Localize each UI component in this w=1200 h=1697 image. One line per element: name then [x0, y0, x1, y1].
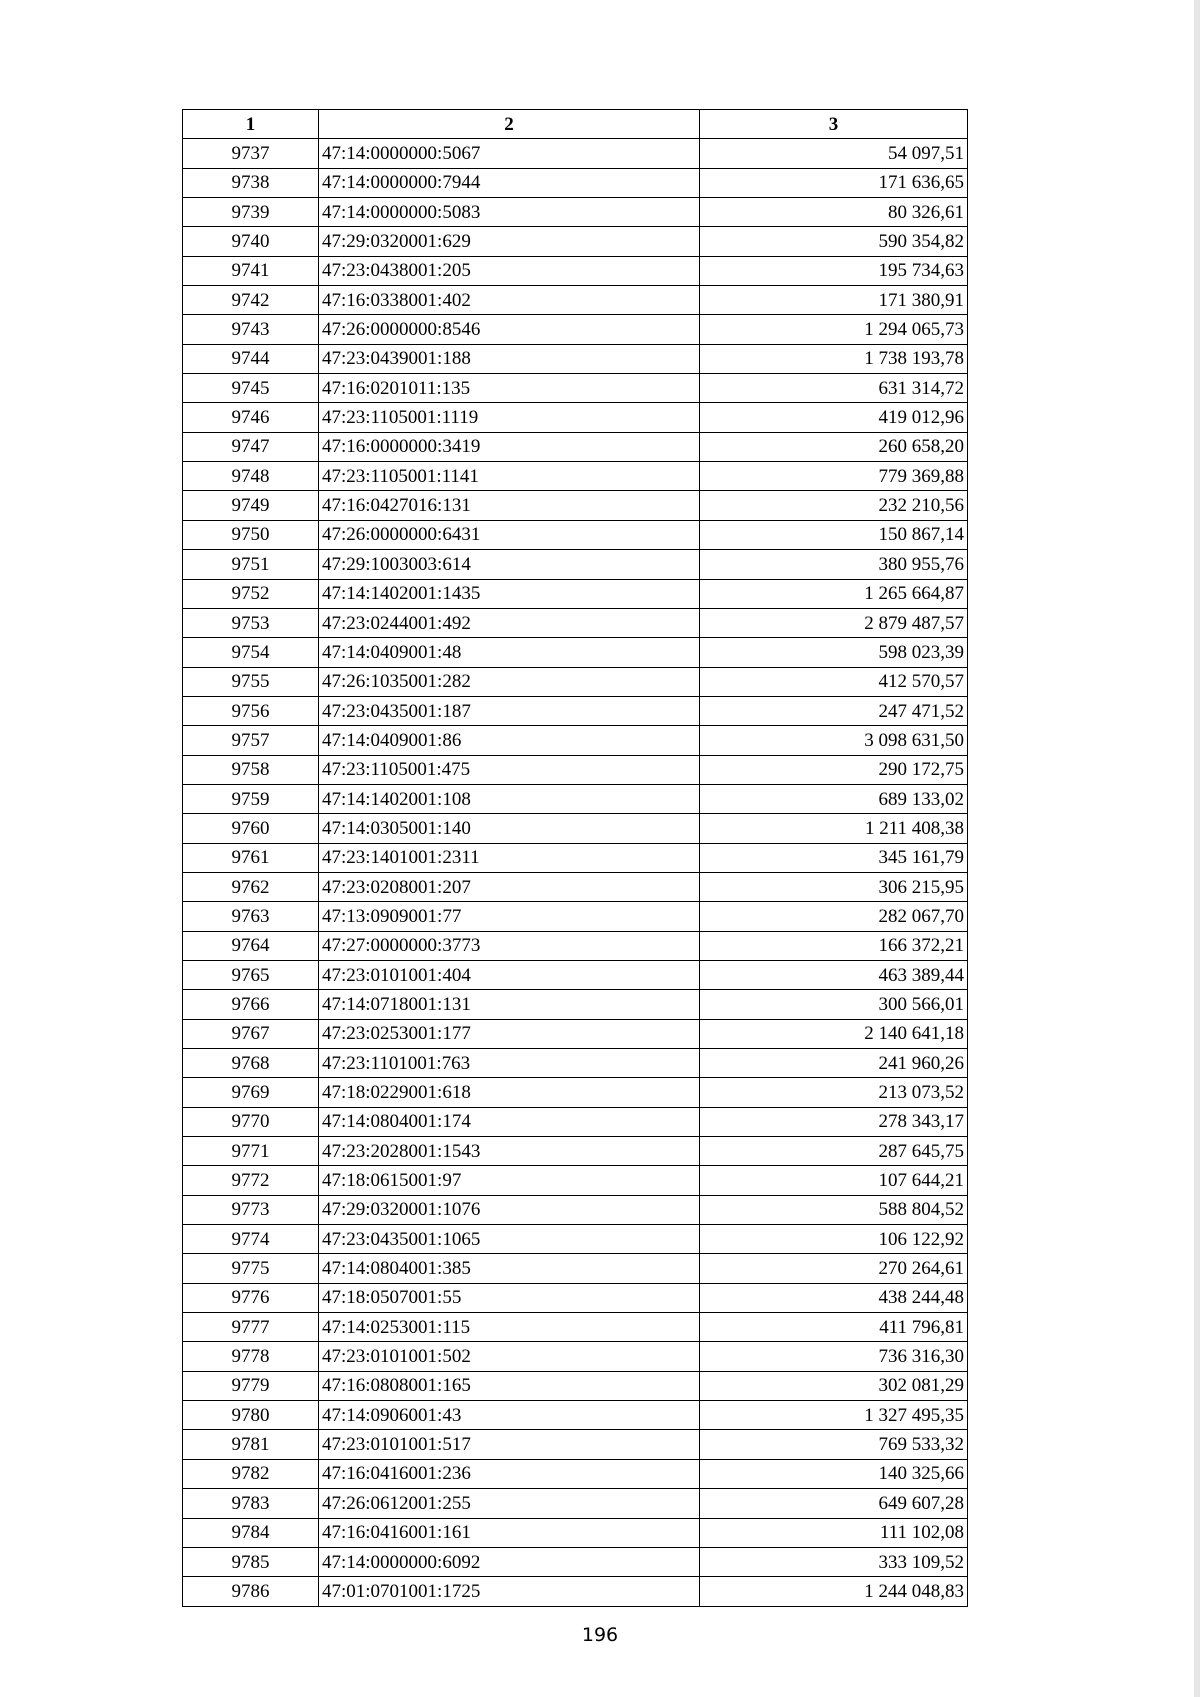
column-header-number: 1: [183, 110, 319, 139]
row-number-cell: 9767: [183, 1019, 319, 1048]
row-number-cell: 9769: [183, 1078, 319, 1107]
value-cell: 300 566,01: [700, 990, 968, 1019]
cadastral-number-cell: 47:14:0000000:7944: [319, 168, 700, 197]
row-number-cell: 9742: [183, 286, 319, 315]
cadastral-number-cell: 47:29:0320001:629: [319, 227, 700, 256]
table-row: [183, 960, 968, 989]
table-row: [183, 1254, 968, 1283]
table-row: [183, 374, 968, 403]
cadastral-number-cell: 47:23:0101001:517: [319, 1430, 700, 1459]
row-number-cell: 9752: [183, 579, 319, 608]
row-number-cell: 9744: [183, 344, 319, 373]
row-number-cell: 9755: [183, 667, 319, 696]
page-edge: [1194, 0, 1200, 1697]
cadastral-number-cell: 47:23:1105001:1119: [319, 403, 700, 432]
value-cell: 150 867,14: [700, 520, 968, 549]
row-number-cell: 9768: [183, 1049, 319, 1078]
row-number-cell: 9747: [183, 432, 319, 461]
value-cell: 247 471,52: [700, 696, 968, 725]
value-cell: 631 314,72: [700, 374, 968, 403]
row-number-cell: 9746: [183, 403, 319, 432]
registry-table: [182, 109, 968, 1607]
table-row: [183, 344, 968, 373]
value-cell: 333 109,52: [700, 1547, 968, 1576]
table-row: [183, 256, 968, 285]
value-cell: 1 294 065,73: [700, 315, 968, 344]
cadastral-number-cell: 47:27:0000000:3773: [319, 931, 700, 960]
value-cell: 1 244 048,83: [700, 1577, 968, 1606]
table-row: [183, 843, 968, 872]
table-row: [183, 1283, 968, 1312]
table-row: [183, 550, 968, 579]
row-number-cell: 9780: [183, 1401, 319, 1430]
cadastral-number-cell: 47:16:0201011:135: [319, 374, 700, 403]
cadastral-number-cell: 47:14:0253001:115: [319, 1313, 700, 1342]
cadastral-number-cell: 47:23:1401001:2311: [319, 843, 700, 872]
table-row: [183, 608, 968, 637]
value-cell: 54 097,51: [700, 139, 968, 168]
row-number-cell: 9739: [183, 198, 319, 227]
value-cell: 166 372,21: [700, 931, 968, 960]
table-row: [183, 814, 968, 843]
value-cell: 3 098 631,50: [700, 726, 968, 755]
value-cell: 302 081,29: [700, 1371, 968, 1400]
value-cell: 106 122,92: [700, 1225, 968, 1254]
row-number-cell: 9783: [183, 1489, 319, 1518]
cadastral-number-cell: 47:23:0253001:177: [319, 1019, 700, 1048]
row-number-cell: 9771: [183, 1137, 319, 1166]
table-row: [183, 931, 968, 960]
table-row: [183, 1195, 968, 1224]
table-row: [183, 1577, 968, 1606]
value-cell: 282 067,70: [700, 902, 968, 931]
cadastral-number-cell: 47:16:0000000:3419: [319, 432, 700, 461]
cadastral-number-cell: 47:14:0718001:131: [319, 990, 700, 1019]
value-cell: 689 133,02: [700, 784, 968, 813]
cadastral-number-cell: 47:23:1101001:763: [319, 1049, 700, 1078]
table-row: [183, 667, 968, 696]
row-number-cell: 9748: [183, 462, 319, 491]
row-number-cell: 9779: [183, 1371, 319, 1400]
table-row: [183, 1430, 968, 1459]
value-cell: 345 161,79: [700, 843, 968, 872]
table-body: [183, 139, 968, 1606]
value-cell: 270 264,61: [700, 1254, 968, 1283]
row-number-cell: 9766: [183, 990, 319, 1019]
value-cell: 779 369,88: [700, 462, 968, 491]
value-cell: 306 215,95: [700, 872, 968, 901]
cadastral-number-cell: 47:16:0338001:402: [319, 286, 700, 315]
table-row: [183, 1225, 968, 1254]
value-cell: 278 343,17: [700, 1107, 968, 1136]
cadastral-number-cell: 47:23:0208001:207: [319, 872, 700, 901]
value-cell: 1 738 193,78: [700, 344, 968, 373]
row-number-cell: 9759: [183, 784, 319, 813]
cadastral-number-cell: 47:29:1003003:614: [319, 550, 700, 579]
table-row: [183, 1019, 968, 1048]
cadastral-number-cell: 47:23:0439001:188: [319, 344, 700, 373]
row-number-cell: 9749: [183, 491, 319, 520]
value-cell: 260 658,20: [700, 432, 968, 461]
cadastral-number-cell: 47:14:0804001:174: [319, 1107, 700, 1136]
value-cell: 80 326,61: [700, 198, 968, 227]
page-number: 196: [581, 1624, 619, 1646]
cadastral-number-cell: 47:14:0000000:5083: [319, 198, 700, 227]
row-number-cell: 9762: [183, 872, 319, 901]
row-number-cell: 9784: [183, 1518, 319, 1547]
value-cell: 111 102,08: [700, 1518, 968, 1547]
cadastral-number-cell: 47:14:0906001:43: [319, 1401, 700, 1430]
table-row: [183, 696, 968, 725]
row-number-cell: 9758: [183, 755, 319, 784]
cadastral-number-cell: 47:23:1105001:475: [319, 755, 700, 784]
cadastral-number-cell: 47:14:0804001:385: [319, 1254, 700, 1283]
value-cell: 380 955,76: [700, 550, 968, 579]
row-number-cell: 9763: [183, 902, 319, 931]
table-row: [183, 227, 968, 256]
header-row: [183, 110, 968, 139]
cadastral-number-cell: 47:14:1402001:1435: [319, 579, 700, 608]
cadastral-number-cell: 47:18:0229001:618: [319, 1078, 700, 1107]
table-row: [183, 168, 968, 197]
table-row: [183, 755, 968, 784]
table-row: [183, 198, 968, 227]
row-number-cell: 9764: [183, 931, 319, 960]
value-cell: 171 380,91: [700, 286, 968, 315]
cadastral-number-cell: 47:23:2028001:1543: [319, 1137, 700, 1166]
table-row: [183, 432, 968, 461]
table-row: [183, 638, 968, 667]
row-number-cell: 9756: [183, 696, 319, 725]
table-row: [183, 1049, 968, 1078]
cadastral-number-cell: 47:14:0305001:140: [319, 814, 700, 843]
value-cell: 598 023,39: [700, 638, 968, 667]
table-row: [183, 1313, 968, 1342]
value-cell: 241 960,26: [700, 1049, 968, 1078]
row-number-cell: 9737: [183, 139, 319, 168]
value-cell: 769 533,32: [700, 1430, 968, 1459]
cadastral-number-cell: 47:23:0435001:1065: [319, 1225, 700, 1254]
value-cell: 588 804,52: [700, 1195, 968, 1224]
row-number-cell: 9777: [183, 1313, 319, 1342]
table-row: [183, 1547, 968, 1576]
row-number-cell: 9745: [183, 374, 319, 403]
table-row: [183, 1342, 968, 1371]
table-row: [183, 491, 968, 520]
row-number-cell: 9738: [183, 168, 319, 197]
row-number-cell: 9740: [183, 227, 319, 256]
table-row: [183, 872, 968, 901]
cadastral-number-cell: 47:14:0000000:5067: [319, 139, 700, 168]
row-number-cell: 9785: [183, 1547, 319, 1576]
cadastral-number-cell: 47:16:0427016:131: [319, 491, 700, 520]
row-number-cell: 9772: [183, 1166, 319, 1195]
value-cell: 2 879 487,57: [700, 608, 968, 637]
row-number-cell: 9753: [183, 608, 319, 637]
table-row: [183, 1078, 968, 1107]
cadastral-number-cell: 47:29:0320001:1076: [319, 1195, 700, 1224]
cadastral-number-cell: 47:18:0507001:55: [319, 1283, 700, 1312]
table-row: [183, 286, 968, 315]
table-row: [183, 139, 968, 168]
table-row: [183, 1459, 968, 1488]
row-number-cell: 9754: [183, 638, 319, 667]
cadastral-number-cell: 47:01:0701001:1725: [319, 1577, 700, 1606]
table-row: [183, 579, 968, 608]
cadastral-number-cell: 47:26:0000000:8546: [319, 315, 700, 344]
cadastral-number-cell: 47:23:0101001:404: [319, 960, 700, 989]
row-number-cell: 9776: [183, 1283, 319, 1312]
row-number-cell: 9750: [183, 520, 319, 549]
table-row: [183, 462, 968, 491]
cadastral-number-cell: 47:14:0409001:86: [319, 726, 700, 755]
row-number-cell: 9751: [183, 550, 319, 579]
row-number-cell: 9757: [183, 726, 319, 755]
cadastral-number-cell: 47:23:0438001:205: [319, 256, 700, 285]
value-cell: 590 354,82: [700, 227, 968, 256]
value-cell: 2 140 641,18: [700, 1019, 968, 1048]
table-row: [183, 1371, 968, 1400]
row-number-cell: 9761: [183, 843, 319, 872]
value-cell: 1 211 408,38: [700, 814, 968, 843]
value-cell: 287 645,75: [700, 1137, 968, 1166]
cadastral-number-cell: 47:13:0909001:77: [319, 902, 700, 931]
cadastral-number-cell: 47:23:0101001:502: [319, 1342, 700, 1371]
value-cell: 195 734,63: [700, 256, 968, 285]
value-cell: 419 012,96: [700, 403, 968, 432]
row-number-cell: 9775: [183, 1254, 319, 1283]
value-cell: 232 210,56: [700, 491, 968, 520]
value-cell: 736 316,30: [700, 1342, 968, 1371]
value-cell: 290 172,75: [700, 755, 968, 784]
cadastral-number-cell: 47:23:1105001:1141: [319, 462, 700, 491]
value-cell: 438 244,48: [700, 1283, 968, 1312]
value-cell: 107 644,21: [700, 1166, 968, 1195]
value-cell: 463 389,44: [700, 960, 968, 989]
table-row: [183, 1107, 968, 1136]
table-row: [183, 1166, 968, 1195]
cadastral-number-cell: 47:23:0244001:492: [319, 608, 700, 637]
cadastral-number-cell: 47:18:0615001:97: [319, 1166, 700, 1195]
value-cell: 171 636,65: [700, 168, 968, 197]
table-row: [183, 1137, 968, 1166]
row-number-cell: 9760: [183, 814, 319, 843]
table-row: [183, 726, 968, 755]
value-cell: 411 796,81: [700, 1313, 968, 1342]
row-number-cell: 9778: [183, 1342, 319, 1371]
value-cell: 213 073,52: [700, 1078, 968, 1107]
value-cell: 1 327 495,35: [700, 1401, 968, 1430]
cadastral-number-cell: 47:14:0000000:6092: [319, 1547, 700, 1576]
cadastral-number-cell: 47:14:1402001:108: [319, 784, 700, 813]
column-header-cadastral-number: 2: [319, 110, 700, 139]
cadastral-number-cell: 47:26:0000000:6431: [319, 520, 700, 549]
cadastral-number-cell: 47:16:0808001:165: [319, 1371, 700, 1400]
table-row: [183, 1401, 968, 1430]
cadastral-number-cell: 47:14:0409001:48: [319, 638, 700, 667]
row-number-cell: 9781: [183, 1430, 319, 1459]
value-cell: 140 325,66: [700, 1459, 968, 1488]
row-number-cell: 9774: [183, 1225, 319, 1254]
cadastral-number-cell: 47:26:1035001:282: [319, 667, 700, 696]
table-row: [183, 403, 968, 432]
table-row: [183, 990, 968, 1019]
table-row: [183, 784, 968, 813]
table-row: [183, 1518, 968, 1547]
row-number-cell: 9782: [183, 1459, 319, 1488]
table-row: [183, 520, 968, 549]
row-number-cell: 9770: [183, 1107, 319, 1136]
row-number-cell: 9743: [183, 315, 319, 344]
cadastral-number-cell: 47:16:0416001:161: [319, 1518, 700, 1547]
row-number-cell: 9773: [183, 1195, 319, 1224]
row-number-cell: 9765: [183, 960, 319, 989]
table-row: [183, 902, 968, 931]
value-cell: 1 265 664,87: [700, 579, 968, 608]
cadastral-number-cell: 47:26:0612001:255: [319, 1489, 700, 1518]
row-number-cell: 9741: [183, 256, 319, 285]
value-cell: 412 570,57: [700, 667, 968, 696]
cadastral-number-cell: 47:16:0416001:236: [319, 1459, 700, 1488]
row-number-cell: 9786: [183, 1577, 319, 1606]
column-header-value: 3: [700, 110, 968, 139]
cadastral-number-cell: 47:23:0435001:187: [319, 696, 700, 725]
table-row: [183, 315, 968, 344]
value-cell: 649 607,28: [700, 1489, 968, 1518]
table-row: [183, 1489, 968, 1518]
